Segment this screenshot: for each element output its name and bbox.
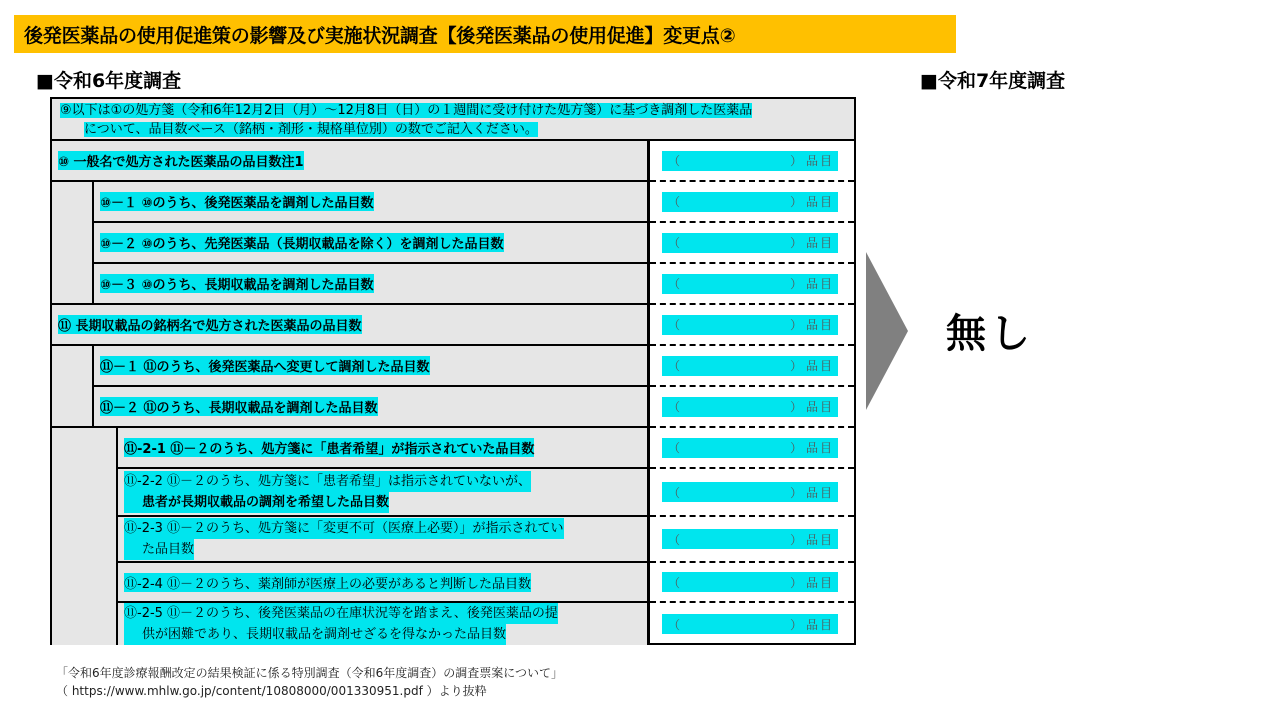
row-label: ⑪-2-1 ⑪－２のうち、処方箋に「患者希望」が指示されていた品目数 xyxy=(124,438,534,457)
row-10 xyxy=(52,141,650,182)
answer-field[interactable] xyxy=(662,438,838,458)
row-label: ⑩－３ ⑩のうち、長期収載品を調剤した品目数 xyxy=(100,274,374,293)
answer-cell[interactable] xyxy=(650,346,854,387)
answer-field[interactable] xyxy=(662,274,838,294)
unit-label: 品目 xyxy=(805,441,834,455)
answer-cell[interactable] xyxy=(650,223,854,264)
paren-open: （ xyxy=(668,400,681,414)
paren-close: ） xyxy=(790,441,803,455)
paren-open: （ xyxy=(668,617,681,632)
answer-field[interactable] xyxy=(662,315,838,335)
unit-label: 品目 xyxy=(805,318,834,332)
row-11-2-2 xyxy=(118,469,650,517)
row-11-2-3 xyxy=(118,517,650,563)
answer-field[interactable] xyxy=(662,529,838,549)
answer-cell[interactable] xyxy=(650,517,854,563)
row-11-2-1 xyxy=(118,428,650,469)
answer-field[interactable] xyxy=(662,482,838,502)
row-label-line1: ⑪-2-2 ⑪－２のうち、処方箋に「患者希望」は指示されていないが、 xyxy=(124,471,531,492)
paren-close: ） xyxy=(790,236,803,250)
row-label: ⑪－１ ⑪のうち、後発医薬品へ変更して調剤した品目数 xyxy=(100,356,430,375)
unit-label: 品目 xyxy=(805,195,834,209)
answer-cell[interactable] xyxy=(650,387,854,428)
survey-form xyxy=(50,97,856,645)
form-header xyxy=(52,99,854,141)
paren-open: （ xyxy=(668,236,681,250)
row-label-line2: た品目数 xyxy=(124,539,194,560)
row-label-line2: 患者が長期収載品の調剤を希望した品目数 xyxy=(124,492,389,513)
header-line1: ⑨以下は①の処方箋（令和6年12月2日（月）〜12月8日（日）の１週間に受け付けた処方箋）に基づき調剤した医薬品 xyxy=(60,103,753,118)
unit-label: 品目 xyxy=(805,400,834,414)
no-content-label: 無し xyxy=(946,311,1034,357)
answer-field[interactable] xyxy=(662,192,838,212)
answer-cell[interactable] xyxy=(650,182,854,223)
header-line2: について、品目数ベース（銘柄・剤形・規格単位別）の数でご記入ください。 xyxy=(84,122,538,137)
paren-close: ） xyxy=(790,617,803,632)
section-label-r6: ■令和6年度調査 xyxy=(36,70,182,92)
answer-cell[interactable] xyxy=(650,563,854,603)
paren-open: （ xyxy=(668,318,681,332)
answer-field[interactable] xyxy=(662,397,838,417)
paren-open: （ xyxy=(668,575,681,590)
paren-open: （ xyxy=(668,485,681,500)
paren-open: （ xyxy=(668,154,681,168)
row-10-3 xyxy=(94,264,650,305)
row-label: ⑩－１ ⑩のうち、後発医薬品を調剤した品目数 xyxy=(100,192,374,211)
row-label: ⑩ 一般名で処方された医薬品の品目数注1 xyxy=(58,151,304,170)
paren-close: ） xyxy=(790,318,803,332)
paren-open: （ xyxy=(668,532,681,547)
indent-block-10 xyxy=(52,182,94,305)
row-10-1 xyxy=(94,182,650,223)
unit-label: 品目 xyxy=(805,236,834,250)
answer-cell[interactable] xyxy=(650,264,854,305)
source-line1: 「令和6年度診療報酬改定の結果検証に係る特別調査（令和6年度調査）の調査票案について」 xyxy=(56,666,564,680)
paren-open: （ xyxy=(668,195,681,209)
slide-title: 後発医薬品の使用促進策の影響及び実施状況調査【後発医薬品の使用促進】変更点② xyxy=(14,15,956,53)
row-10-2 xyxy=(94,223,650,264)
indent-block-11-2 xyxy=(52,428,118,645)
unit-label: 品目 xyxy=(805,154,834,168)
answer-field[interactable] xyxy=(662,151,838,171)
unit-label: 品目 xyxy=(805,359,834,373)
row-11-2-5 xyxy=(118,603,650,645)
paren-close: ） xyxy=(790,195,803,209)
unit-label: 品目 xyxy=(805,617,834,632)
unit-label: 品目 xyxy=(805,277,834,291)
answer-cell[interactable] xyxy=(650,141,854,182)
row-11-2-4 xyxy=(118,563,650,603)
answer-field[interactable] xyxy=(662,572,838,592)
answer-field[interactable] xyxy=(662,614,838,634)
row-label-line2: 供が困難であり、長期収載品を調剤せざるを得なかった品目数 xyxy=(124,624,506,645)
row-11-1 xyxy=(94,346,650,387)
row-label-line1: ⑪-2-5 ⑪－２のうち、後発医薬品の在庫状況等を踏まえ、後発医薬品の提 xyxy=(124,603,558,624)
unit-label: 品目 xyxy=(805,575,834,590)
row-11 xyxy=(52,305,650,346)
answer-cell[interactable] xyxy=(650,469,854,517)
chevron-right-icon xyxy=(866,252,908,410)
paren-close: ） xyxy=(790,532,803,547)
paren-open: （ xyxy=(668,441,681,455)
answer-field[interactable] xyxy=(662,356,838,376)
source-note xyxy=(56,664,563,700)
paren-close: ） xyxy=(790,485,803,500)
row-11-2 xyxy=(94,387,650,428)
row-label: ⑪-2-4 ⑪－２のうち、薬剤師が医療上の必要があると判断した品目数 xyxy=(124,573,531,592)
paren-close: ） xyxy=(790,154,803,168)
row-label: ⑩－２ ⑩のうち、先発医薬品（長期収載品を除く）を調剤した品目数 xyxy=(100,233,504,252)
paren-close: ） xyxy=(790,575,803,590)
indent-block-11 xyxy=(52,346,94,428)
unit-label: 品目 xyxy=(805,485,834,500)
row-label-line1: ⑪-2-3 ⑪－２のうち、処方箋に「変更不可（医療上必要）」が指示されてい xyxy=(124,518,564,539)
answer-field[interactable] xyxy=(662,233,838,253)
section-label-r7: ■令和7年度調査 xyxy=(920,70,1066,92)
paren-close: ） xyxy=(790,277,803,291)
paren-open: （ xyxy=(668,359,681,373)
paren-close: ） xyxy=(790,359,803,373)
answer-cell[interactable] xyxy=(650,305,854,346)
row-label: ⑪ 長期収載品の銘柄名で処方された医薬品の品目数 xyxy=(58,315,362,334)
source-line2: （ https://www.mhlw.go.jp/content/10808000/001330951.pdf ）より抜粋 xyxy=(56,684,487,698)
paren-close: ） xyxy=(790,400,803,414)
unit-label: 品目 xyxy=(805,532,834,547)
row-label: ⑪－２ ⑪のうち、長期収載品を調剤した品目数 xyxy=(100,397,378,416)
paren-open: （ xyxy=(668,277,681,291)
answer-cell[interactable] xyxy=(650,428,854,469)
answer-cell[interactable] xyxy=(650,603,854,645)
